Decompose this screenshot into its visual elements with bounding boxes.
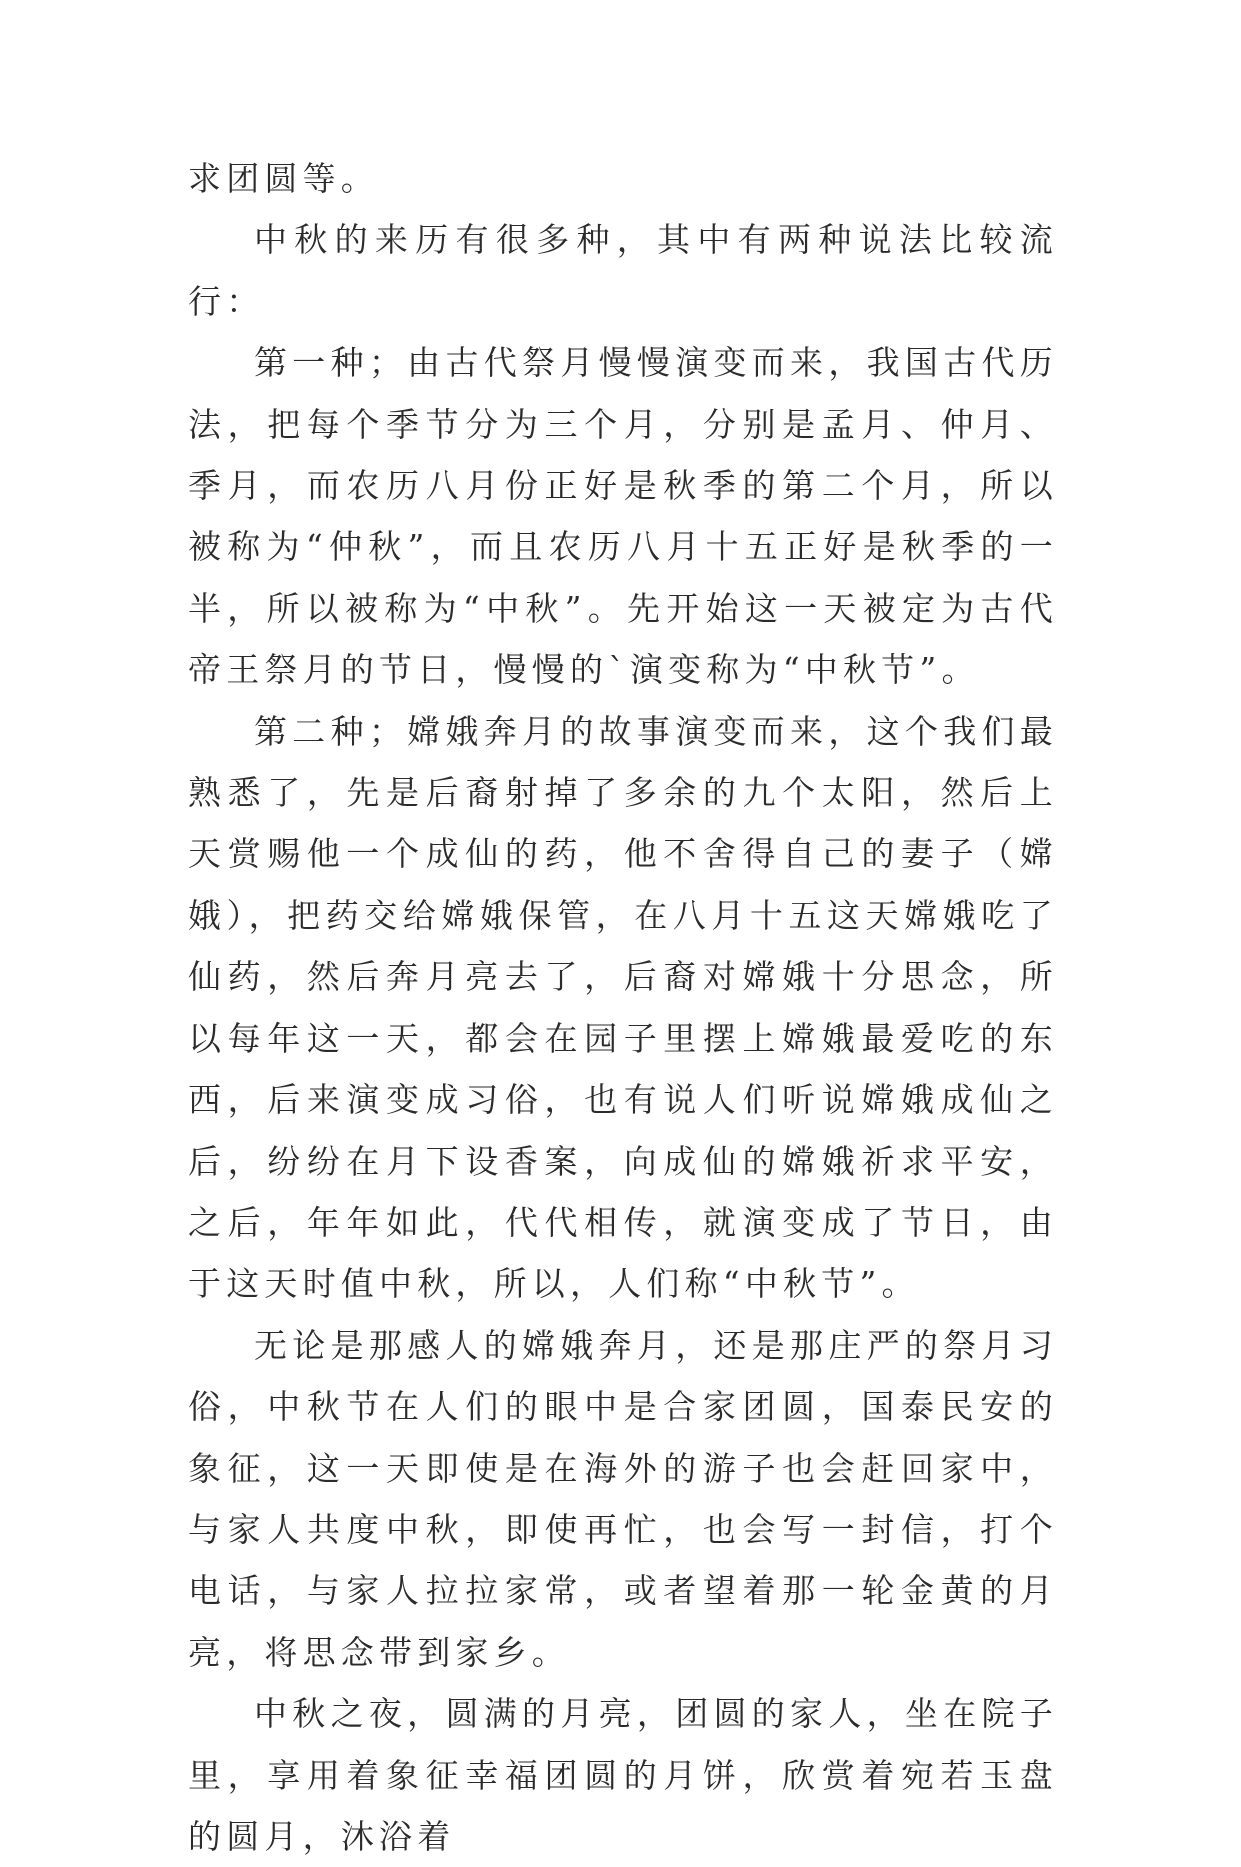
document-body	[188, 148, 1058, 1867]
paragraph-mid-autumn-night: 中秋之夜，圆满的月亮，团圆的家人，坐在院子里，享用着象征幸福团圆的月饼，欣赏着宛若玉盘的圆月，沐浴着	[188, 1694, 1058, 1856]
paragraph-continuation: 求团圆等。	[188, 159, 379, 198]
paragraph-reunion-symbol: 无论是那感人的嫦娥奔月，还是那庄严的祭月习俗，中秋节在人们的眼中是合家团圆，国泰民安的象征，这一天即使是在海外的游子也会赶回家中，与家人共度中秋，即使再忙，也会写一封信，打个电话，与家人拉拉家常，或者望着那一轮金黄的月亮，将思念带到家乡。	[188, 1325, 1058, 1672]
paragraph-first-theory: 第一种；由古代祭月慢慢演变而来，我国古代历法，把每个季节分为三个月，分别是孟月、仲月、季月，而农历八月份正好是秋季的第二个月，所以被称为“仲秋”，而且农历八月十五正好是秋季的一半，所以被称为“中秋”。先开始这一天被定为古代帝王祭月的节日，慢慢的`演变称为“中秋节”。	[188, 343, 1058, 690]
paragraph-second-theory: 第二种；嫦娥奔月的故事演变而来，这个我们最熟悉了，先是后裔射掉了多余的九个太阳，然后上天赏赐他一个成仙的药，他不舍得自己的妻子（嫦娥），把药交给嫦娥保管，在八月十五这天嫦娥吃了仙药，然后奔月亮去了，后裔对嫦娥十分思念，所以每年这一天，都会在园子里摆上嫦娥最爱吃的东西，后来演变成习俗，也有说人们听说嫦娥成仙之后，纷纷在月下设香案，向成仙的嫦娥祈求平安，之后，年年如此，代代相传，就演变成了节日，由于这天时值中秋，所以，人们称“中秋节”。	[188, 711, 1058, 1304]
paragraph-origin-intro: 中秋的来历有很多种，其中有两种说法比较流行：	[188, 220, 1058, 321]
